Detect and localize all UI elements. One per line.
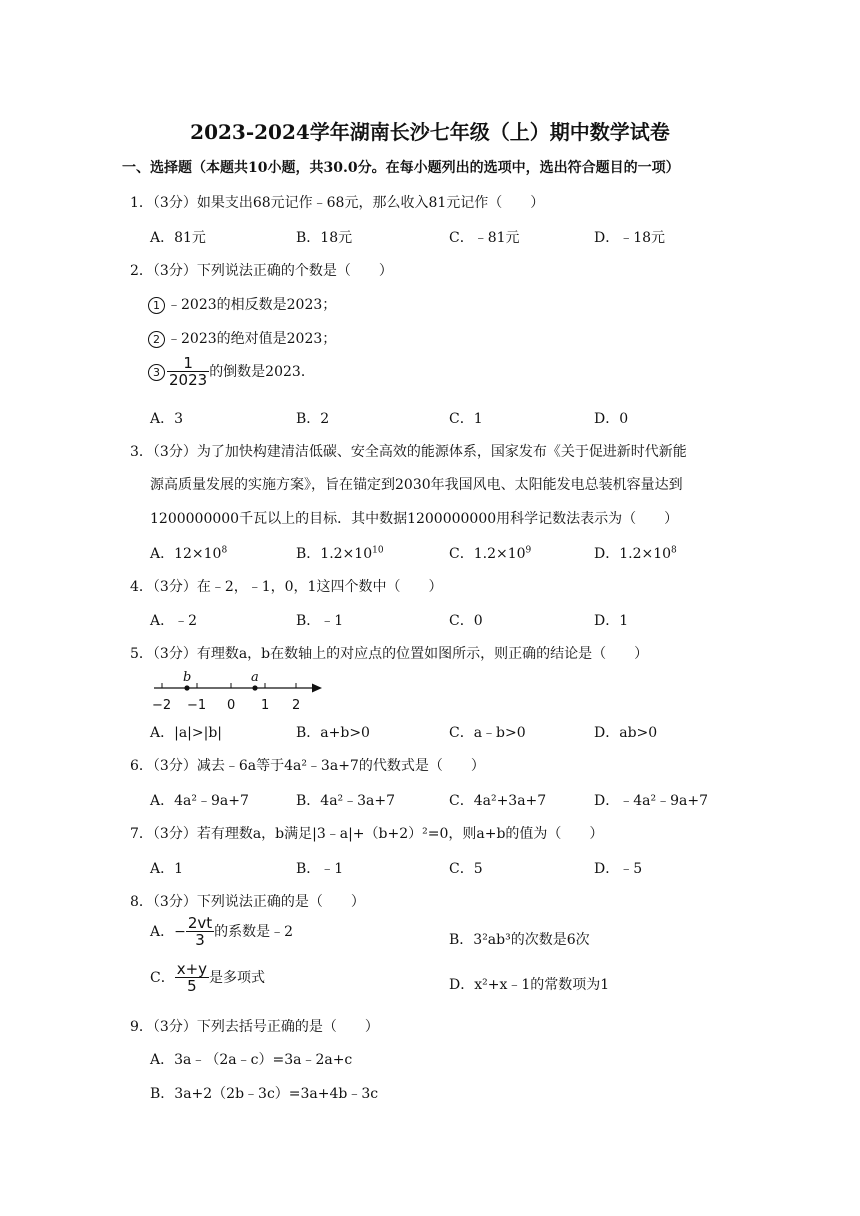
tick-label: −2	[152, 698, 172, 713]
circled-number-1: 1	[148, 297, 165, 314]
point-a-label: a	[251, 670, 259, 685]
question-4-option-a[interactable]: A．﹣2	[150, 613, 198, 629]
circled-number-2: 2	[148, 331, 165, 348]
question-8-option-c[interactable]: C． $\frac{x+y}{5}$ 是多项式	[150, 960, 266, 995]
question-8-option-a[interactable]: A．− $\frac{2vt}{3}$ 的系数是﹣2	[150, 914, 294, 949]
tick-label: 0	[227, 698, 236, 713]
question-3-stem-line-2: 源高质量发展的实施方案》，旨在锚定到2030年我国风电、太阳能发电总装机容量达到	[150, 477, 683, 493]
question-8-stem: 8．（3分）下列说法正确的是（ ）	[130, 894, 365, 910]
question-9-option-a[interactable]: A．3a﹣（2a﹣c）=3a﹣2a+c	[150, 1052, 353, 1068]
number-line-figure	[150, 668, 330, 714]
point-a	[252, 685, 257, 690]
question-7-stem: 7．（3分）若有理数a，b满足|3﹣a|+（b+2）²=0，则a+b的值为（ ）	[130, 826, 604, 842]
question-4-option-b[interactable]: B．﹣1	[296, 613, 344, 629]
question-8-option-b[interactable]: B．3²ab³的次数是6次	[449, 932, 590, 948]
question-3-stem-line-3: 1200000000千瓦以上的目标．其中数据1200000000用科学记数法表示为（ ）	[150, 511, 679, 527]
question-2-option-a[interactable]: A．3	[150, 411, 184, 427]
question-2-stem: 2．（3分）下列说法正确的个数是（ ）	[130, 263, 393, 279]
question-8-option-d[interactable]: D．x²+x﹣1的常数项为1	[449, 977, 610, 993]
number-line-arrow-icon	[312, 684, 322, 693]
question-2-option-b[interactable]: B．2	[296, 411, 330, 427]
question-6-option-d[interactable]: D．﹣4a²﹣9a+7	[594, 793, 708, 809]
question-1-option-c[interactable]: C．﹣81元	[449, 230, 520, 246]
question-6-option-c[interactable]: C．4a²+3a+7	[449, 793, 547, 809]
question-7-option-c[interactable]: C．5	[449, 861, 483, 877]
circled-number-3: 3	[148, 364, 165, 381]
question-3-option-b[interactable]: B．$1.2\times 10^{10}$	[296, 545, 384, 562]
question-5-option-c[interactable]: C．a﹣b>0	[449, 725, 526, 741]
point-b-label: b	[183, 670, 192, 685]
question-7-option-d[interactable]: D．﹣5	[594, 861, 643, 877]
question-5-option-d[interactable]: D．ab>0	[594, 725, 658, 741]
question-2-option-d[interactable]: D．0	[594, 411, 629, 427]
fraction: $\frac{x+y}{5}$	[176, 960, 208, 995]
page-title: 2023-2024学年湖南长沙七年级（上）期中数学试卷	[190, 120, 670, 144]
question-2-statement-1: 1 ﹣2023的相反数是2023；	[148, 294, 336, 314]
fraction: $\frac{2vt}{3}$	[187, 914, 213, 949]
question-6-stem: 6．（3分）减去﹣6a等于4a²﹣3a+7的代数式是（ ）	[130, 758, 485, 774]
section-heading: 一、选择题（本题共10小题，共30.0分。在每小题列出的选项中，选出符合题目的一项）	[122, 160, 680, 176]
question-1-stem: 1．（3分）如果支出68元记作﹣68元，那么收入81元记作（ ）	[130, 195, 545, 211]
question-9-option-b[interactable]: B．3a+2（2b﹣3c）=3a+4b﹣3c	[150, 1086, 379, 1102]
question-6-option-b[interactable]: B．4a²﹣3a+7	[296, 793, 396, 809]
question-2-statement-2: 2 ﹣2023的绝对值是2023；	[148, 328, 336, 348]
question-7-option-b[interactable]: B．﹣1	[296, 861, 344, 877]
tick-label: 1	[261, 698, 270, 713]
question-3-option-a[interactable]: A．$12\times 10^8$	[150, 545, 228, 562]
question-1-option-b[interactable]: B．18元	[296, 230, 353, 246]
question-4-option-c[interactable]: C．0	[449, 613, 483, 629]
question-3-option-d[interactable]: D．$1.2\times 10^8$	[594, 545, 677, 562]
question-4-stem: 4．（3分）在﹣2，﹣1，0，1这四个数中（ ）	[130, 579, 443, 595]
question-7-option-a[interactable]: A．1	[150, 861, 184, 877]
question-1-option-d[interactable]: D．﹣18元	[594, 230, 666, 246]
question-6-option-a[interactable]: A．4a²﹣9a+7	[150, 793, 249, 809]
question-5-option-a[interactable]: A．|a|>|b|	[150, 725, 223, 741]
question-9-stem: 9．（3分）下列去括号正确的是（ ）	[130, 1019, 379, 1035]
fraction: $\frac{1}{2023}$	[169, 354, 208, 389]
point-b	[184, 685, 189, 690]
question-3-option-c[interactable]: C．$1.2\times 10^9$	[449, 545, 532, 562]
question-5-stem: 5．（3分）有理数a，b在数轴上的对应点的位置如图所示，则正确的结论是（ ）	[130, 646, 649, 662]
question-5-option-b[interactable]: B．a+b>0	[296, 725, 370, 741]
question-2-statement-3: 3 $\frac{1}{2023}$ 的倒数是2023．	[148, 356, 315, 388]
tick-label: 2	[292, 698, 301, 713]
tick-label: −1	[187, 698, 207, 713]
question-1-option-a[interactable]: A．81元	[150, 230, 206, 246]
question-4-option-d[interactable]: D．1	[594, 613, 629, 629]
question-2-option-c[interactable]: C．1	[449, 411, 483, 427]
question-3-stem-line-1: 3．（3分）为了加快构建清洁低碳、安全高效的能源体系，国家发布《关于促进新时代新能	[130, 444, 687, 460]
